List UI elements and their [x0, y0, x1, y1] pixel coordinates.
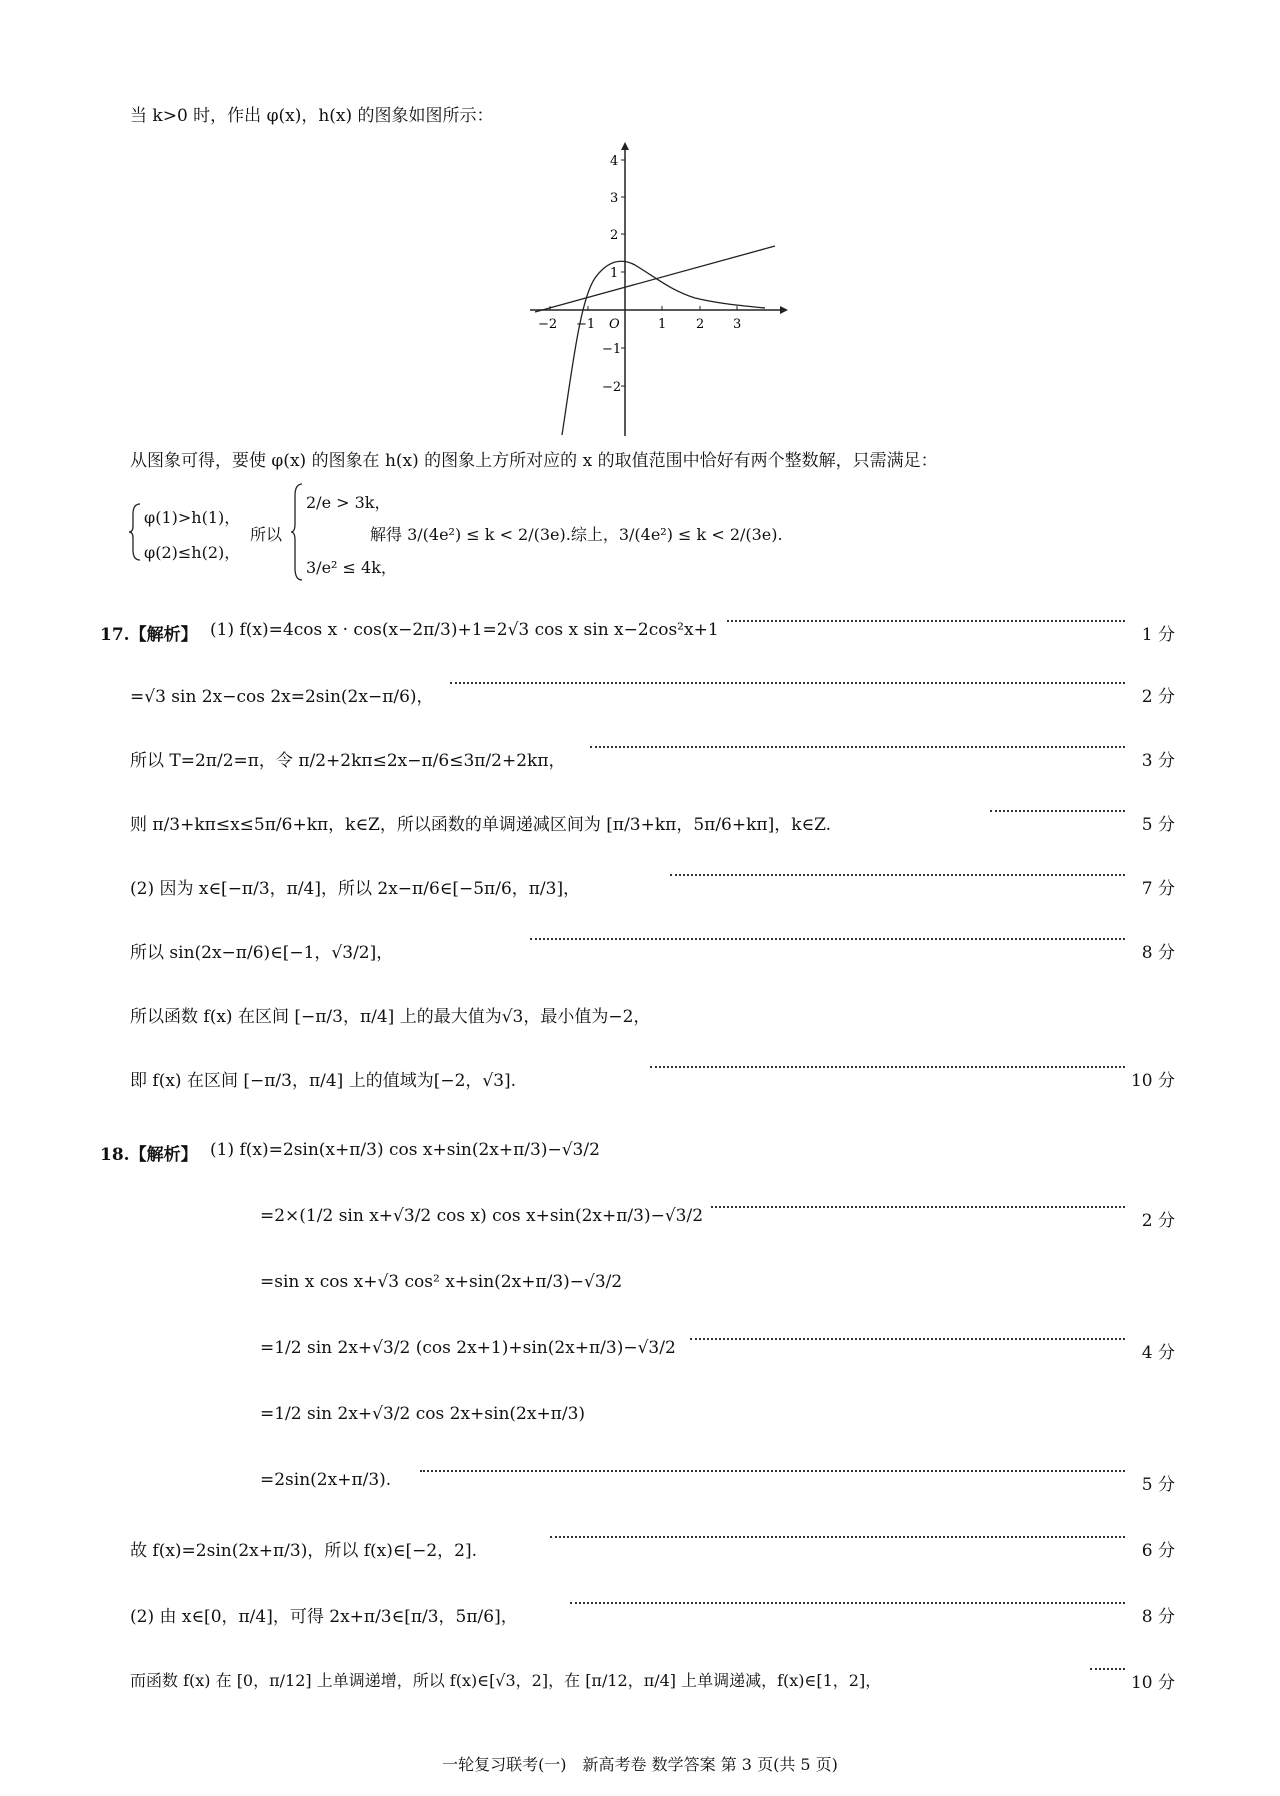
- q17-line-text: 所以函数 f(x) 在区间 [−π/3，π/4] 上的最大值为√3，最小值为−2，: [130, 1007, 651, 1027]
- q18-line-text: (1) f(x)=2sin(x+π/3) cos x+sin(2x+π/3)−√3/2: [210, 1140, 600, 1160]
- x-tick-label: −1: [576, 317, 596, 332]
- score: 6 分: [1141, 1541, 1175, 1561]
- intro-text: 当 k>0 时，作出 φ(x)，h(x) 的图象如图所示：: [130, 106, 494, 126]
- q18-line-text: =2×(1/2 sin x+√3/2 cos x) cos x+sin(2x+π/3)−√3/2: [260, 1206, 711, 1226]
- x-tick-label: 2: [696, 317, 705, 332]
- q17-line-text: 则 π/3+kπ≤x≤5π/6+kπ，k∈Z，所以函数的单调递减区间为 [π/3+kπ，5π/6+kπ]，k∈Z.: [130, 810, 839, 835]
- phi-curve: [562, 261, 765, 435]
- q18-line-text: =1/2 sin 2x+√3/2 cos 2x+sin(2x+π/3): [260, 1404, 586, 1424]
- q18-line-text: 而函数 f(x) 在 [0，π/12] 上单调递增，所以 f(x)∈[√3，2]，在 [π/12，π/4] 上单调递减，f(x)∈[1，2]，: [130, 1668, 889, 1691]
- y-tick-label: −1: [602, 342, 622, 357]
- score: 7 分: [1141, 879, 1175, 899]
- score: 1 分: [1141, 625, 1175, 645]
- origin-label: O: [609, 317, 620, 332]
- system-right-2: 3/e² ≤ 4k，: [306, 558, 397, 577]
- score: 4 分: [1141, 1343, 1175, 1363]
- q18-line-text: =2sin(2x+π/3).: [260, 1470, 399, 1490]
- score: 2 分: [1141, 687, 1175, 707]
- y-axis-arrow: [621, 142, 629, 150]
- q17-line-text: 即 f(x) 在区间 [−π/3，π/4] 上的值域为[−2，√3].: [130, 1066, 524, 1091]
- page-footer: 一轮复习联考(一) 新高考卷 数学答案 第 3 页(共 5 页): [442, 1755, 838, 1774]
- x-tick-label: −2: [538, 317, 558, 332]
- x-axis-arrow: [780, 306, 788, 314]
- system-so: 所以: [250, 525, 283, 544]
- score: 8 分: [1141, 1607, 1175, 1627]
- x-tick-label: 3: [733, 317, 742, 332]
- score: 10 分: [1130, 1071, 1175, 1091]
- x-tick-label: 1: [658, 317, 667, 332]
- q18-line-text: (2) 由 x∈[0，π/4]，可得 2x+π/3∈[π/3，5π/6]，: [130, 1602, 526, 1627]
- function-graph: [530, 140, 790, 440]
- score: 5 分: [1141, 815, 1175, 835]
- score: 3 分: [1141, 751, 1175, 771]
- q17-line-text: (2) 因为 x∈[−π/3，π/4]，所以 2x−π/6∈[−5π/6，π/3]，: [130, 874, 588, 899]
- system-left-2: φ(2)≤h(2)，: [144, 543, 241, 562]
- score: 2 分: [1141, 1211, 1175, 1231]
- score: 8 分: [1141, 943, 1175, 963]
- q17-header: 17.【解析】: [100, 625, 198, 645]
- system-right-1: 2/e > 3k，: [306, 493, 391, 512]
- q18-line-text: =sin x cos x+√3 cos² x+sin(2x+π/3)−√3/2: [260, 1272, 623, 1292]
- y-tick-label: 4: [610, 154, 619, 169]
- y-tick-label: −2: [602, 380, 622, 395]
- q17-line-text: 所以 sin(2x−π/6)∈[−1，√3/2]，: [130, 938, 401, 963]
- q18-line-text: =1/2 sin 2x+√3/2 (cos 2x+1)+sin(2x+π/3)−√3/2: [260, 1338, 684, 1358]
- left-brace: [128, 502, 142, 562]
- q17-line-text: (1) f(x)=4cos x · cos(x−2π/3)+1=2√3 cos x sin x−2cos²x+1: [210, 620, 727, 640]
- y-tick-label: 2: [610, 228, 619, 243]
- system-left-1: φ(1)>h(1)，: [144, 508, 241, 527]
- y-tick-label: 3: [610, 191, 619, 206]
- q17-line-text: =√3 sin 2x−cos 2x=2sin(2x−π/6)，: [130, 682, 442, 707]
- score: 10 分: [1130, 1673, 1175, 1693]
- conclusion-text: 从图象可得，要使 φ(x) 的图象在 h(x) 的图象上方所对应的 x 的取值范围中恰好有两个整数解，只需满足：: [130, 451, 938, 471]
- q17-line-text: 所以 T=2π/2=π，令 π/2+2kπ≤2x−π/6≤3π/2+2kπ，: [130, 746, 574, 771]
- score: 5 分: [1141, 1475, 1175, 1495]
- q18-header: 18.【解析】: [100, 1145, 198, 1165]
- right-brace: [290, 482, 304, 582]
- y-tick-label: 1: [610, 266, 619, 281]
- q18-line-text: 故 f(x)=2sin(2x+π/3)，所以 f(x)∈[−2，2].: [130, 1536, 485, 1561]
- system-result: 解得 3/(4e²) ≤ k < 2/(3e).综上，3/(4e²) ≤ k < 2/(3e).: [370, 525, 783, 544]
- h-line: [535, 246, 775, 312]
